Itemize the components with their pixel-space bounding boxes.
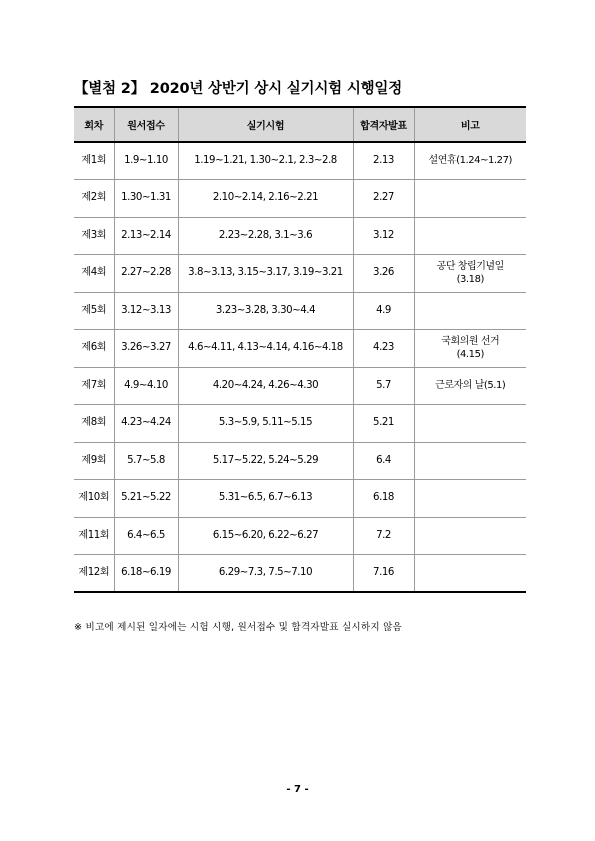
cell-exam: 6.29~7.3, 7.5~7.10 xyxy=(178,555,353,593)
cell-application: 6.18~6.19 xyxy=(114,555,178,593)
table-row xyxy=(74,330,526,368)
cell-application: 5.7~5.8 xyxy=(114,442,178,480)
header-exam: 실기시험 xyxy=(178,107,353,142)
cell-result: 5.21 xyxy=(353,405,414,443)
header-application: 원서접수 xyxy=(114,107,178,142)
cell-note xyxy=(414,217,526,255)
note-line-date: (4.15) xyxy=(456,349,484,361)
cell-exam: 1.19~1.21, 1.30~2.1, 2.3~2.8 xyxy=(178,142,353,180)
table-row xyxy=(74,255,526,293)
cell-round: 제3회 xyxy=(74,217,114,255)
cell-result: 4.9 xyxy=(353,292,414,330)
cell-exam: 4.20~4.24, 4.26~4.30 xyxy=(178,367,353,405)
cell-application: 5.21~5.22 xyxy=(114,480,178,518)
cell-result: 2.27 xyxy=(353,180,414,218)
cell-round: 제12회 xyxy=(74,555,114,593)
cell-note xyxy=(414,142,526,180)
header-result: 합격자발표 xyxy=(353,107,414,142)
table-header-row xyxy=(74,107,526,142)
cell-result: 3.12 xyxy=(353,217,414,255)
note-line: 설연휴(1.24~1.27) xyxy=(428,155,512,167)
cell-round: 제4회 xyxy=(74,255,114,293)
note-line-date: (3.18) xyxy=(456,274,484,286)
note-line: 근로자의 날(5.1) xyxy=(435,380,506,391)
cell-result: 3.26 xyxy=(353,255,414,293)
cell-round: 제5회 xyxy=(74,292,114,330)
table-row xyxy=(74,555,526,593)
cell-round: 제1회 xyxy=(74,142,114,180)
cell-result: 2.13 xyxy=(353,142,414,180)
cell-application: 1.9~1.10 xyxy=(114,142,178,180)
cell-round: 제10회 xyxy=(74,480,114,518)
cell-result: 6.4 xyxy=(353,442,414,480)
table-row xyxy=(74,142,526,180)
table-row xyxy=(74,217,526,255)
footnote: ※ 비고에 제시된 일자에는 시험 시행, 원서접수 및 합격자발표 실시하지 않음 xyxy=(74,622,403,633)
note-line: 공단 창립기념일 xyxy=(436,260,504,272)
cell-application: 2.13~2.14 xyxy=(114,217,178,255)
cell-note xyxy=(414,330,526,368)
table-body xyxy=(74,142,526,592)
cell-application: 2.27~2.28 xyxy=(114,255,178,293)
cell-exam: 5.31~6.5, 6.7~6.13 xyxy=(178,480,353,518)
cell-note xyxy=(414,480,526,518)
cell-exam: 4.6~4.11, 4.13~4.14, 4.16~4.18 xyxy=(178,330,353,368)
cell-note xyxy=(414,367,526,405)
cell-result: 5.7 xyxy=(353,367,414,405)
cell-exam: 6.15~6.20, 6.22~6.27 xyxy=(178,517,353,555)
note-line: 국회의원 선거 xyxy=(441,335,500,347)
cell-round: 제2회 xyxy=(74,180,114,218)
cell-exam: 5.3~5.9, 5.11~5.15 xyxy=(178,405,353,443)
table-row xyxy=(74,480,526,518)
cell-round: 제8회 xyxy=(74,405,114,443)
header-note: 비고 xyxy=(414,107,526,142)
cell-result: 4.23 xyxy=(353,330,414,368)
cell-note xyxy=(414,180,526,218)
cell-note xyxy=(414,292,526,330)
table-row xyxy=(74,405,526,443)
document-title: 【별첨 2】 2020년 상반기 상시 실기시험 시행일정 xyxy=(74,81,403,97)
cell-round: 제9회 xyxy=(74,442,114,480)
exam-schedule-table xyxy=(74,106,526,593)
cell-result: 6.18 xyxy=(353,480,414,518)
cell-application: 3.12~3.13 xyxy=(114,292,178,330)
cell-note xyxy=(414,255,526,293)
cell-round: 제11회 xyxy=(74,517,114,555)
cell-exam: 3.8~3.13, 3.15~3.17, 3.19~3.21 xyxy=(178,255,353,293)
page-number: - 7 - xyxy=(286,784,309,795)
cell-round: 제7회 xyxy=(74,367,114,405)
table-row xyxy=(74,517,526,555)
cell-note xyxy=(414,442,526,480)
table-row xyxy=(74,367,526,405)
cell-round: 제6회 xyxy=(74,330,114,368)
cell-application: 4.23~4.24 xyxy=(114,405,178,443)
cell-application: 4.9~4.10 xyxy=(114,367,178,405)
cell-result: 7.2 xyxy=(353,517,414,555)
cell-exam: 5.17~5.22, 5.24~5.29 xyxy=(178,442,353,480)
cell-result: 7.16 xyxy=(353,555,414,593)
table-row xyxy=(74,180,526,218)
cell-application: 1.30~1.31 xyxy=(114,180,178,218)
cell-note xyxy=(414,405,526,443)
cell-exam: 2.23~2.28, 3.1~3.6 xyxy=(178,217,353,255)
table-row xyxy=(74,442,526,480)
cell-note xyxy=(414,555,526,593)
table-row xyxy=(74,292,526,330)
cell-application: 6.4~6.5 xyxy=(114,517,178,555)
cell-exam: 3.23~3.28, 3.30~4.4 xyxy=(178,292,353,330)
cell-exam: 2.10~2.14, 2.16~2.21 xyxy=(178,180,353,218)
header-round: 회차 xyxy=(74,107,114,142)
cell-note xyxy=(414,517,526,555)
cell-application: 3.26~3.27 xyxy=(114,330,178,368)
